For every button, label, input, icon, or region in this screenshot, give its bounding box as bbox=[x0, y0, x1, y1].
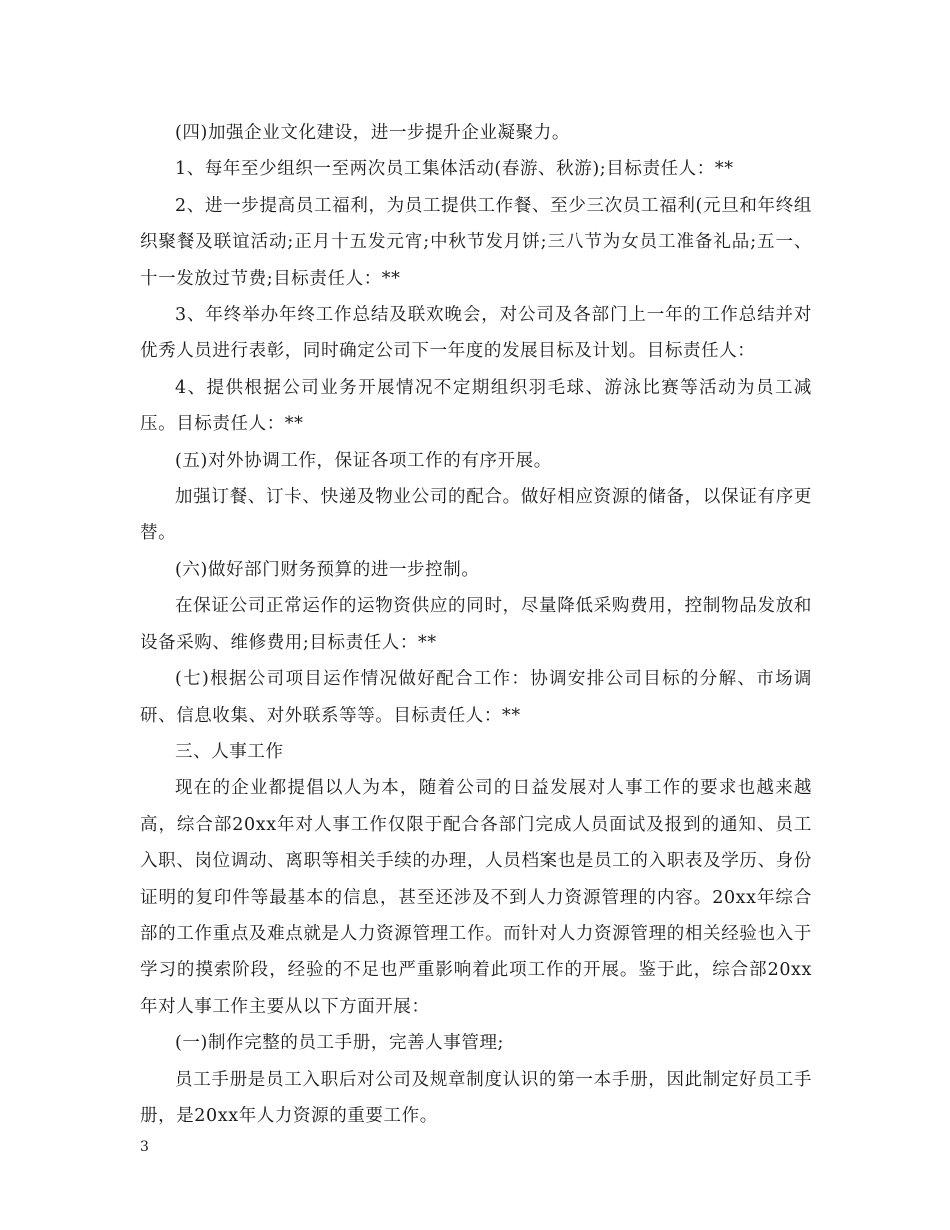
paragraph-section-6-body: 在保证公司正常运作的运物资供应的同时，尽量降低采购费用，控制物品发放和设备采购、维修费用;目标责任人：** bbox=[140, 596, 812, 653]
paragraph-part-3-heading: 三、人事工作 bbox=[175, 741, 284, 762]
paragraph-item-2: 2、进一步提高员工福利，为员工提供工作餐、至少三次员工福利(元旦和年终组织聚餐及联谊活动;正月十五发元宵;中秋节发月饼;三八节为女员工准备礼品;五一、十一发放过节费;目标责任人：** bbox=[140, 195, 812, 289]
paragraph-section-5-heading: (五)对外协调工作，保证各项工作的有序开展。 bbox=[175, 450, 552, 471]
paragraph-hr-subsection-1-heading: (一)制作完整的员工手册，完善人事管理; bbox=[175, 1033, 505, 1054]
paragraph-section-7: (七)根据公司项目运作情况做好配合工作：协调安排公司目标的分解、市场调研、信息收集、对外联系等等。目标责任人：** bbox=[140, 669, 812, 726]
paragraph-item-1: 1、每年至少组织一至两次员工集体活动(春游、秋游);目标责任人：** bbox=[175, 159, 734, 180]
paragraph-section-5-body: 加强订餐、订卡、快递及物业公司的配合。做好相应资源的储备，以保证有序更替。 bbox=[140, 487, 812, 544]
document-body bbox=[140, 115, 812, 1134]
paragraph-section-6-heading: (六)做好部门财务预算的进一步控制。 bbox=[175, 559, 480, 580]
paragraph-hr-intro: 现在的企业都提倡以人为本，随着公司的日益发展对人事工作的要求也越来越高，综合部20xx年对人事工作仅限于配合各部门完成人员面试及报到的通知、员工入职、岗位调动、离职等相关手续的办理，人员档案也是员工的入职表及学历、身份证明的复印件等最基本的信息，甚至还涉及不到人力资源管理的内容。20xx年综合部的工作重点及难点就是人力资源管理工作。而针对人力资源管理的相关经验也入于学习的摸索阶段，经验的不足也严重影响着此项工作的开展。鉴于此，综合部20xx年对人事工作主要从以下方面开展： bbox=[140, 778, 812, 1017]
paragraph-item-3: 3、年终举办年终工作总结及联欢晚会，对公司及各部门上一年的工作总结并对优秀人员进行表彰，同时确定公司下一年度的发展目标及计划。目标责任人： bbox=[140, 305, 812, 362]
paragraph-hr-subsection-1-body: 员工手册是员工入职后对公司及规章制度认识的第一本手册，因此制定好员工手册，是20xx年人力资源的重要工作。 bbox=[140, 1069, 812, 1126]
paragraph-section-4-heading: (四)加强企业文化建设，进一步提升企业凝聚力。 bbox=[175, 123, 570, 143]
paragraph-item-4: 4、提供根据公司业务开展情况不定期组织羽毛球、游泳比赛等活动为员工减压。目标责任人：** bbox=[140, 377, 812, 435]
page-number: 3 bbox=[140, 1139, 149, 1155]
